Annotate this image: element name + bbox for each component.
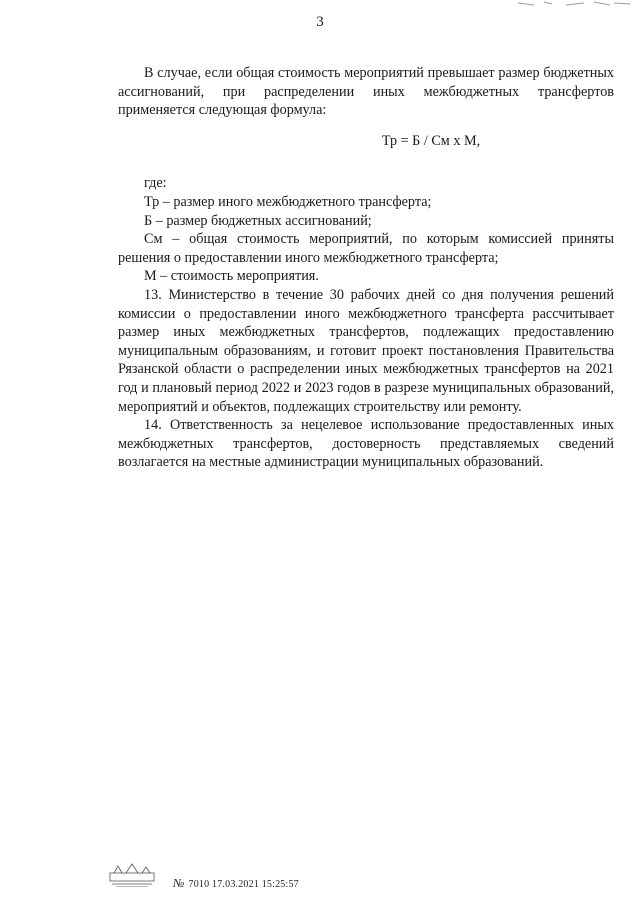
scan-artifact (514, 0, 634, 8)
document-body (118, 64, 614, 472)
item-14: 14. Ответственность за нецелевое использование предоставленных иных межбюджетных трансфертов, достоверность представляемых сведений возлагается на местные администрации муниципальных образований. (118, 417, 614, 471)
number-sign-icon: № (173, 876, 185, 890)
definition-b: Б – размер бюджетных ассигнований; (144, 212, 372, 229)
registration-line (173, 876, 299, 891)
formula: Тр = Б / См х М, (381, 132, 481, 149)
where-label: где: (144, 175, 167, 192)
page-number: 3 (316, 14, 324, 30)
definition-m: М – стоимость мероприятия. (144, 268, 319, 285)
definition-sm: См – общая стоимость мероприятий, по которым комиссией приняты решения о предоставлении иного межбюджетного трансферта; (118, 231, 614, 266)
item-13: 13. Министерство в течение 30 рабочих дней со дня получения решений комиссии о предоставлении иного межбюджетного трансферта рассчитывает размер иных межбюджетных трансфертов, подлежащих предоставлению муниципальным образованиям, и готовит проект постановления Правительства Рязанской области о распределении иных межбюджетных трансфертов на 2021 год и плановый период 2022 и 2023 годов в разрезе муниципальных образований, мероприятий и объектов, подлежащих строительству или ремонту. (118, 286, 614, 415)
document-system-stamp (108, 862, 156, 888)
registration-text: 7010 17.03.2021 15:25:57 (188, 879, 299, 890)
intro-paragraph: В случае, если общая стоимость мероприятий превышает размер бюджетных ассигнований, при распределении иных межбюджетных трансфертов применяется следующая формула: (118, 65, 614, 119)
definition-tr: Тр – размер иного межбюджетного трансферта; (144, 193, 432, 210)
